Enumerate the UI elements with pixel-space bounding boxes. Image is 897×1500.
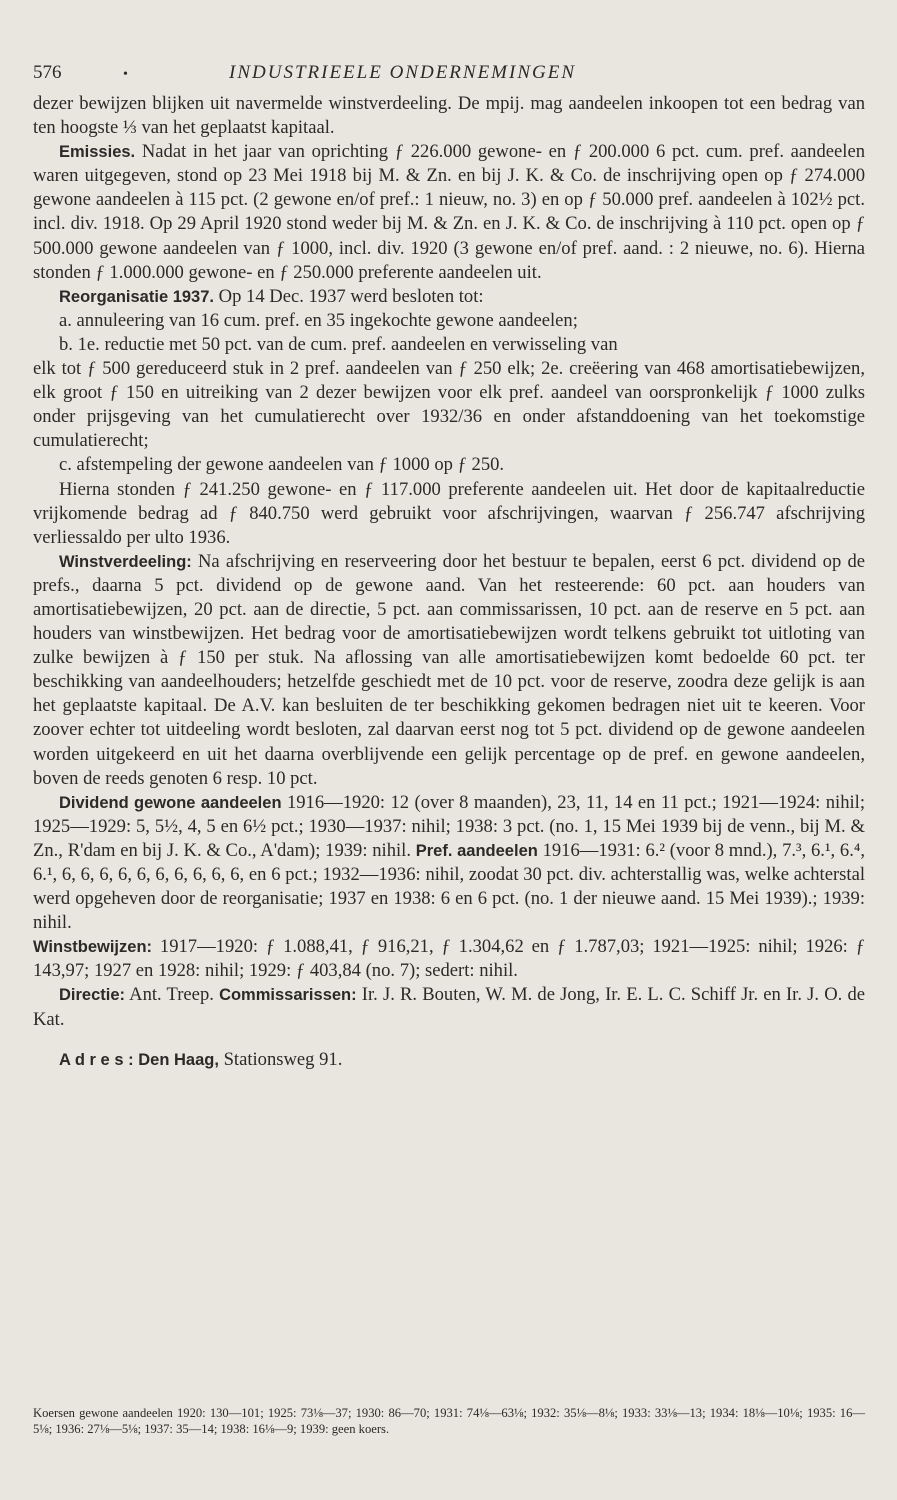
heading-adres: A d r e s : xyxy=(59,1050,134,1069)
winstverdeeling-text: Na afschrijving en reserveering door het bestuur te bepalen, eerst 6 pct. dividend op de prefs., daarna 5 pct. dividend op de gewone aand. Van het resteerende: 60 pct. aan houders van amortisatiebewijzen, 20 pct. aan de directie, 5 pct. aan commissarissen, 10 pct. aan de reserve en 5 pct. aan houders van winstbewijzen. Het bedrag voor de amortisatiebewijzen wordt telkens gebruikt tot uitloting van zulke bewijzen à ƒ 150 per stuk. Na aflossing van alle amortisatiebewijzen komt bedoelde 60 pct. ter beschikking van aandeelhouders; hetzelfde geschiedt met de 10 pct. voor de reserve, zoodra deze gelijk is aan het geplaatste kapitaal. De A.V. kan besluiten de ter beschikking gekomen bedragen niet uit te keeren. Voor zoover echter tot uitdeeling wordt besloten, zal daarvan eerst nog tot 5 pct. dividend op de gewone aandeelen worden uitgekeerd en uit het daarna overblijvende een gelijk percentage op de pref. en gewone aandeelen, boven de reeds genoten 6 resp. 10 pct. xyxy=(33,550,865,789)
running-title: INDUSTRIEELE ONDERNEMINGEN xyxy=(229,62,577,83)
reorganisatie-text: Op 14 Dec. 1937 werd besloten tot: xyxy=(214,285,484,307)
body-text xyxy=(33,92,865,1072)
heading-winstbewijzen: Winstbewijzen: xyxy=(33,938,153,957)
page-number: 576 xyxy=(33,62,62,83)
list-item-b-continuation: elk tot ƒ 500 gereduceerd stuk in 2 pref. aandeelen van ƒ 250 elk; 2e. creëering van 468 amortisatiebewijzen, elk groot ƒ 150 en uitreiking van 2 dezer bewijzen voor elk pref. aandeel van oorspronkelijk ƒ 1000 zulks onder prijsgeving van het cumulatierecht over 1932/36 en onder afstanddoening van het toekomstige cumulatierecht; xyxy=(33,358,865,452)
paragraph-winstbewijzen xyxy=(33,935,865,983)
winstbewijzen-text: 1917—1920: ƒ 1.088,41, ƒ 916,21, ƒ 1.304,62 en ƒ 1.787,03; 1921—1925: nihil; 1926: ƒ 143,97; 1927 en 1928: nihil; 1929: ƒ 403,84 (no. 7); sedert: nihil. xyxy=(33,936,865,982)
list-item-b: b. 1e. reductie met 50 pct. van de cum. pref. aandeelen en verwisseling van xyxy=(59,333,618,355)
paragraph-dividend xyxy=(33,791,865,936)
paragraph-adres xyxy=(33,1048,865,1072)
heading-commissarissen: Commissarissen: xyxy=(219,986,357,1005)
paragraph-intro: dezer bewijzen blijken uit navermelde winstverdeeling. De mpij. mag aandeelen inkoopen tot een bedrag van ten hoogste ⅓ van het geplaatst kapitaal. xyxy=(33,93,865,139)
paragraph-emissies xyxy=(33,140,865,285)
dividend-text: 1916—1920: 12 (over 8 maanden), 23, 11, 14 en 11 pct.; 1921—1924: nihil; 1925—1929: 5, 5½, 4, 5 en 6½ pct.; 1930—1937: nihil; 1938: 3 pct. (no. 1, 15 Mei 1939 bij de venn., bij M. & Zn., R'dam en bij J. K. & Co., A'dam); 1939: nihil. xyxy=(33,791,865,861)
heading-pref-aandeelen: Pref. aandeelen xyxy=(415,841,538,860)
list-item-c: c. afstempeling der gewone aandeelen van ƒ 1000 op ƒ 250. xyxy=(59,454,505,476)
paragraph-directie xyxy=(33,983,865,1031)
heading-emissies: Emissies. xyxy=(59,143,136,162)
header-bullet: • xyxy=(123,67,128,82)
emissies-text: Nadat in het jaar van oprichting ƒ 226.000 gewone- en ƒ 200.000 6 pct. cum. pref. aandeelen waren uitgegeven, stond op 23 Mei 1918 bij M. & Zn. en bij J. K. & Co. de inschrijving open op ƒ 274.000 gewone aandeelen à 115 pct. (2 gewone en/of pref.: 1 nieuw, no. 3) en op ƒ 50.000 pref. aandeelen à 102½ pct. incl. div. 1918. Op 29 April 1920 stond weder bij M. & Zn. en J. K. & Co. de inschrijving à 110 pct. open op ƒ 500.000 gewone aandeelen van ƒ 1000, incl. div. 1920 (3 gewone en/of pref. aand. : 2 nieuwe, no. 6). Hierna stonden ƒ 1.000.000 gewone- en ƒ 250.000 preferente aandeelen uit. xyxy=(33,141,865,283)
heading-dividend: Dividend gewone aandeelen xyxy=(59,793,282,812)
commissarissen-text: Ir. J. R. Bouten, W. M. de Jong, Ir. E. L. C. Schiff Jr. en Ir. J. O. de Kat. xyxy=(33,984,866,1030)
paragraph-winstverdeeling xyxy=(33,550,865,791)
heading-directie: Directie: xyxy=(59,986,126,1005)
heading-winstverdeeling: Winstverdeeling: xyxy=(59,552,192,571)
directie-text: Ant. Treep. xyxy=(125,984,220,1006)
page-header xyxy=(33,60,865,88)
adres-text: Stationsweg 91. xyxy=(218,1048,343,1070)
heading-reorganisatie: Reorganisatie 1937. xyxy=(59,287,214,306)
adres-city: Den Haag, xyxy=(138,1050,219,1069)
footnote-koersen: Koersen gewone aandeelen 1920: 130—101; 1925: 73⅛—37; 1930: 86—70; 1931: 74⅛—63⅛; 1932: 35⅛—8⅛; 1933: 33⅛—13; 1934: 18⅛—10⅛; 1935: 16—5⅛; 1936: 27⅛—5⅛; 1937: 35—14; 1938: 16⅛—9; 1939: geen koers. xyxy=(33,1406,865,1436)
list-item-a: a. annuleering van 16 cum. pref. en 35 ingekochte gewone aandeelen; xyxy=(59,309,578,331)
pref-aandeelen-text: 1916—1931: 6.² (voor 8 mnd.), 7.³, 6.¹, 6.⁴, 6.¹, 6, 6, 6, 6, 6, 6, 6, 6, 6, 6, en 6 pct.; 1932—1936: nihil, zoodat 30 pct. div. achterstallig was, welke achterstal werd opgeheven door de reorganisatie; 1937 en 1938: 6 en 6 pct. (no. 1 der nieuwe aand. 15 Mei 1939).; 1939: nihil. xyxy=(33,839,865,934)
paragraph-hierna: Hierna stonden ƒ 241.250 gewone- en ƒ 117.000 preferente aandeelen uit. Het door de kapitaalreductie vrijkomende bedrag ad ƒ 840.750 werd gebruikt voor afschrijvingen, waarvan ƒ 256.747 afschrijving verliessaldo per ulto 1936. xyxy=(33,478,865,548)
paragraph-reorganisatie xyxy=(33,285,865,309)
